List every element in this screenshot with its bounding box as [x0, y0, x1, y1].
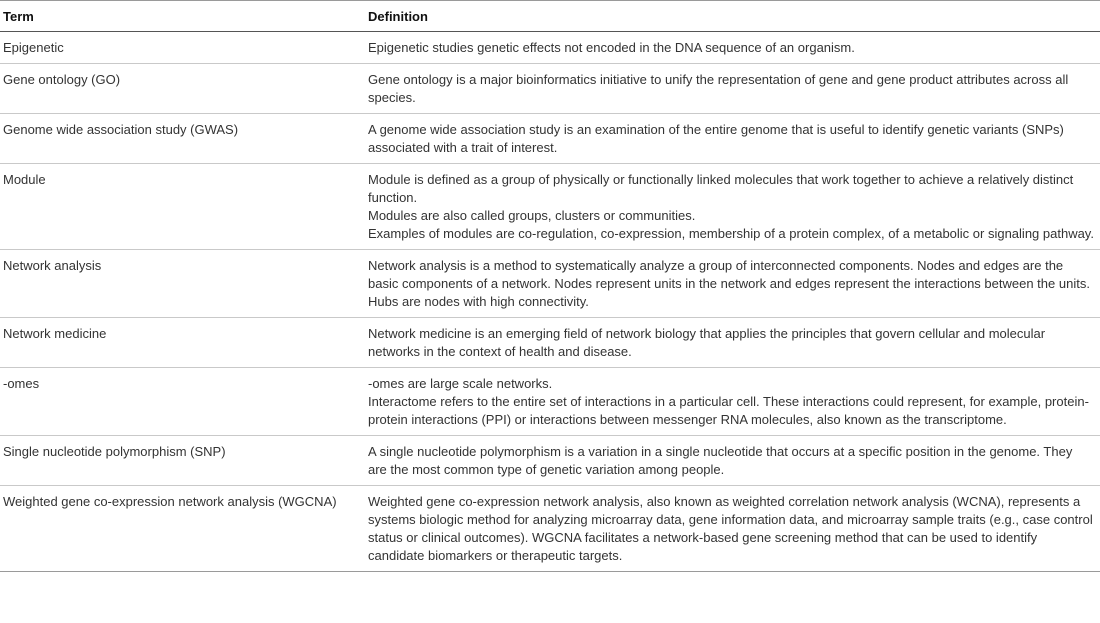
table-row	[0, 164, 1100, 250]
definition-cell	[368, 375, 1100, 429]
definition-text: Modules are also called groups, clusters or communities.	[368, 208, 696, 223]
term-column-header: Term	[3, 8, 34, 24]
term-cell: Gene ontology (GO)	[3, 72, 121, 87]
definition-text: Module is defined as a group of physically or functionally linked molecules that work together to achieve a relatively distinct function.	[368, 172, 1074, 205]
definition-text: Gene ontology is a major bioinformatics initiative to unify the representation of gene and gene product attributes across all species.	[368, 72, 1069, 105]
definition-text: Epigenetic studies genetic effects not encoded in the DNA sequence of an organism.	[368, 40, 855, 55]
term-cell: Network analysis	[3, 258, 102, 273]
term-cell: Network medicine	[3, 326, 107, 341]
table-row	[0, 32, 1100, 64]
table-row	[0, 114, 1100, 164]
definition-cell	[368, 71, 1100, 107]
term-cell: -omes	[3, 376, 40, 391]
definition-cell	[368, 493, 1100, 565]
term-cell: Single nucleotide polymorphism (SNP)	[3, 444, 226, 459]
table-row	[0, 368, 1100, 436]
definition-cell	[368, 121, 1100, 157]
table-row	[0, 318, 1100, 368]
term-cell: Module	[3, 172, 46, 187]
definition-cell	[368, 443, 1100, 479]
definition-text: Network medicine is an emerging field of network biology that applies the principles that govern cellular and molecular networks in the context of health and disease.	[368, 326, 1046, 359]
term-cell: Epigenetic	[3, 40, 64, 55]
definition-text: A genome wide association study is an examination of the entire genome that is useful to identify genetic variants (SNPs) associated with a trait of interest.	[368, 122, 1064, 155]
table-row	[0, 486, 1100, 572]
term-cell: Genome wide association study (GWAS)	[3, 122, 239, 137]
table-row	[0, 64, 1100, 114]
definition-cell	[368, 257, 1100, 311]
definition-text: Weighted gene co-expression network analysis, also known as weighted correlation network analysis (WCNA), represents a systems biologic method for analyzing microarray data, gene information data, and microarray sample traits (e.g., case control status or clinical outcomes). WGCNA facilitates a network-based gene screening method that can be used to identify candidate biomarkers or therapeutic targets.	[368, 494, 1093, 563]
definition-text: A single nucleotide polymorphism is a variation in a single nucleotide that occurs at a specific position in the genome. They are the most common type of genetic variation among people.	[368, 444, 1073, 477]
table-header	[0, 1, 1100, 32]
definition-column-header: Definition	[368, 8, 428, 24]
definition-cell	[368, 39, 1100, 57]
table-row	[0, 436, 1100, 486]
definition-text: -omes are large scale networks.	[368, 376, 553, 391]
term-cell: Weighted gene co-expression network analysis (WGCNA)	[3, 494, 337, 509]
definition-cell	[368, 325, 1100, 361]
table-row	[0, 250, 1100, 318]
definition-text: Network analysis is a method to systematically analyze a group of interconnected components. Nodes and edges are the basic components of a network. Nodes represent units in the network and edges represent the interactions between the units. Hubs are nodes with high connectivity.	[368, 258, 1090, 309]
definition-cell	[368, 171, 1100, 243]
definition-text: Examples of modules are co-regulation, co-expression, membership of a protein complex, of a metabolic or signaling pathway.	[368, 226, 1094, 241]
definition-text: Interactome refers to the entire set of interactions in a particular cell. These interactions could represent, for example, protein-protein interactions (PPI) or interactions between messenger RNA molecules, also known as the transcriptome.	[368, 394, 1089, 427]
